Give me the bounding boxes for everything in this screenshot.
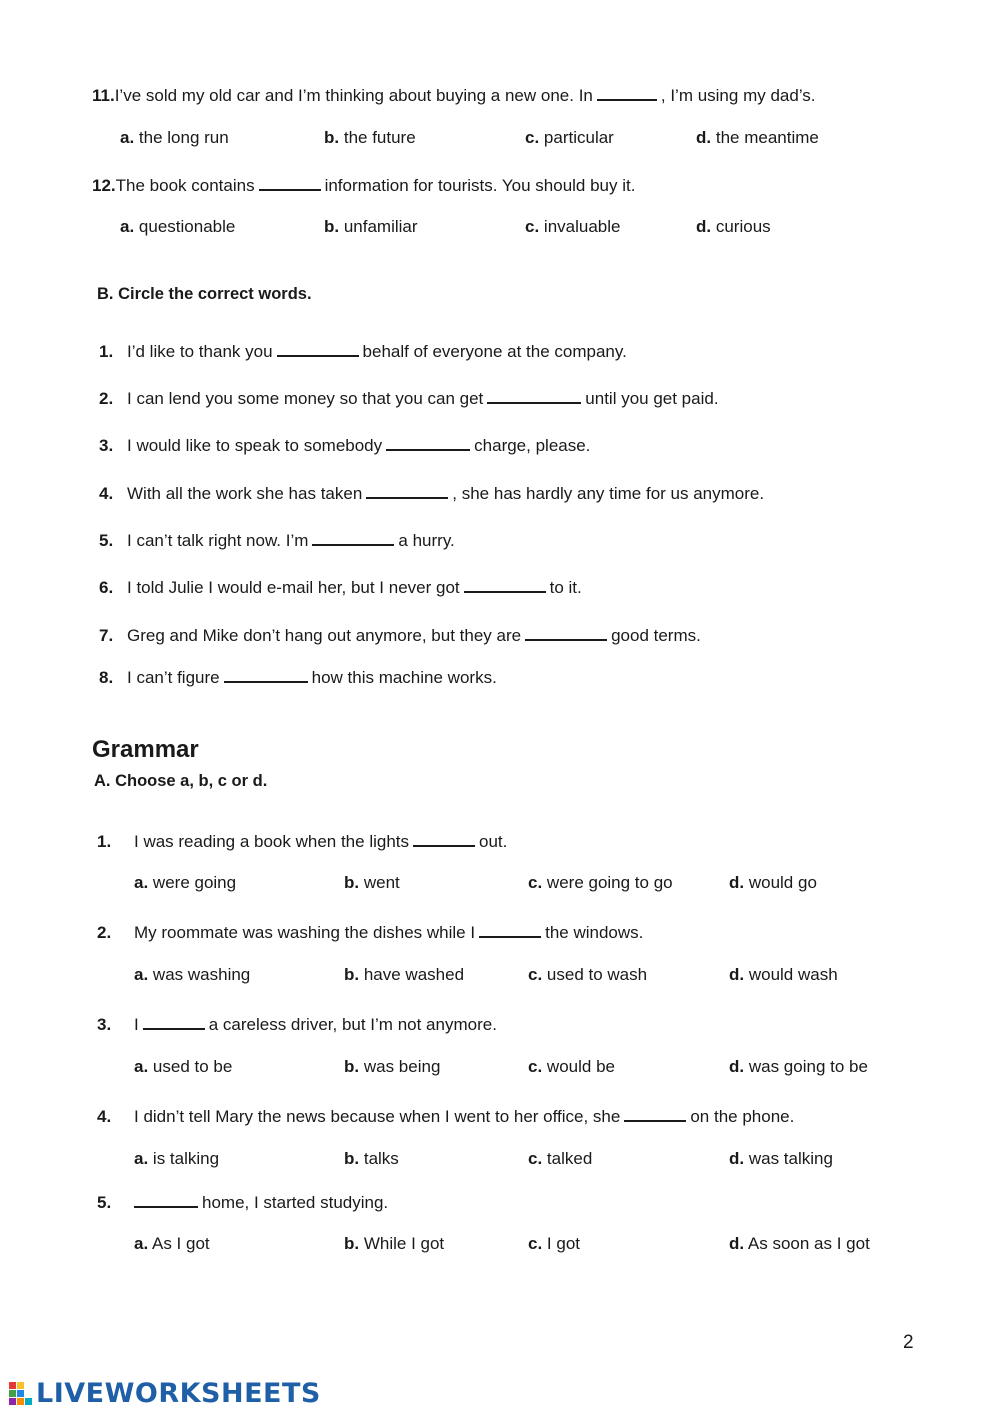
option-c[interactable]: c. talked bbox=[528, 1149, 593, 1168]
section-b-item: 4. With all the work she has taken , she has hardly any time for us anymore. bbox=[99, 484, 765, 503]
answer-blank[interactable] bbox=[597, 85, 657, 101]
option-c[interactable]: c. were going to go bbox=[528, 873, 673, 892]
option-c[interactable]: c. invaluable bbox=[525, 217, 621, 236]
option-b[interactable]: b. unfamiliar bbox=[324, 217, 418, 236]
liveworksheets-logo bbox=[8, 1378, 321, 1409]
question-number: 11. bbox=[92, 86, 115, 105]
question-12 bbox=[92, 175, 635, 196]
answer-blank[interactable] bbox=[413, 831, 475, 847]
option-a[interactable]: a. As I got bbox=[134, 1234, 210, 1253]
answer-blank[interactable] bbox=[312, 530, 394, 546]
option-b[interactable]: b. was being bbox=[344, 1057, 441, 1076]
answer-blank[interactable] bbox=[464, 577, 546, 593]
option-b[interactable]: b. went bbox=[344, 873, 400, 892]
option-a[interactable]: a. were going bbox=[134, 873, 237, 892]
section-b-item: 3. I would like to speak to somebody charge, please. bbox=[99, 436, 591, 455]
page-number: 2 bbox=[903, 1332, 914, 1353]
logo-blocks-icon bbox=[8, 1381, 34, 1407]
answer-blank[interactable] bbox=[277, 341, 359, 357]
option-d[interactable]: d. would wash bbox=[729, 965, 838, 984]
grammar-question: 2. My roommate was washing the dishes while I the windows. bbox=[97, 923, 644, 942]
question-11 bbox=[92, 85, 816, 106]
option-d[interactable]: d. was going to be bbox=[729, 1057, 868, 1076]
answer-blank[interactable] bbox=[224, 667, 308, 683]
question-text-after: information for tourists. You should buy it. bbox=[324, 176, 636, 195]
grammar-question: 3. I a careless driver, but I’m not anymore. bbox=[97, 1015, 497, 1034]
section-b-item: 2. I can lend you some money so that you can get until you get paid. bbox=[99, 389, 719, 408]
grammar-question: 5. home, I started studying. bbox=[97, 1193, 389, 1212]
answer-blank[interactable] bbox=[386, 435, 470, 451]
answer-blank[interactable] bbox=[624, 1106, 686, 1122]
option-c[interactable]: c. I got bbox=[528, 1234, 581, 1253]
section-b-item: 1. I’d like to thank you behalf of everyone at the company. bbox=[99, 342, 627, 361]
option-a[interactable]: a. is talking bbox=[134, 1149, 220, 1168]
section-b-heading: B. Circle the correct words. bbox=[97, 285, 312, 303]
option-d[interactable]: d. the meantime bbox=[696, 128, 819, 147]
option-b[interactable]: b. the future bbox=[324, 128, 416, 147]
option-a[interactable]: a. used to be bbox=[134, 1057, 233, 1076]
question-text-after: , I’m using my dad’s. bbox=[660, 86, 816, 105]
option-b[interactable]: b. While I got bbox=[344, 1234, 445, 1253]
grammar-question: 4. I didn’t tell Mary the news because when I went to her office, she on the phone. bbox=[97, 1107, 795, 1126]
answer-blank[interactable] bbox=[525, 625, 607, 641]
answer-blank[interactable] bbox=[134, 1192, 198, 1208]
answer-blank[interactable] bbox=[366, 483, 448, 499]
option-d[interactable]: d. As soon as I got bbox=[729, 1234, 870, 1253]
option-a[interactable]: a. questionable bbox=[120, 217, 236, 236]
grammar-heading: A. Choose a, b, c or d. bbox=[94, 772, 268, 790]
question-text-before: The book contains bbox=[115, 176, 255, 195]
option-c[interactable]: c. would be bbox=[528, 1057, 615, 1076]
answer-blank[interactable] bbox=[143, 1014, 205, 1030]
option-d[interactable]: d. would go bbox=[729, 873, 817, 892]
option-c[interactable]: c. used to wash bbox=[528, 965, 648, 984]
section-b-item: 5. I can’t talk right now. I’m a hurry. bbox=[99, 531, 455, 550]
question-number: 12. bbox=[92, 176, 116, 195]
option-b[interactable]: b. talks bbox=[344, 1149, 399, 1168]
grammar-title: Grammar bbox=[92, 736, 199, 763]
answer-blank[interactable] bbox=[479, 922, 541, 938]
section-b-item: 7. Greg and Mike don’t hang out anymore, but they are good terms. bbox=[99, 626, 701, 645]
question-text-before: I’ve sold my old car and I’m thinking about buying a new one. In bbox=[114, 86, 593, 105]
logo-text: LIVEWORKSHEETS bbox=[36, 1378, 321, 1409]
answer-blank[interactable] bbox=[487, 388, 581, 404]
answer-blank[interactable] bbox=[259, 175, 321, 191]
option-c[interactable]: c. particular bbox=[525, 128, 614, 147]
option-b[interactable]: b. have washed bbox=[344, 965, 465, 984]
option-d[interactable]: d. was talking bbox=[729, 1149, 833, 1168]
option-d[interactable]: d. curious bbox=[696, 217, 771, 236]
section-b-item: 8. I can’t figure how this machine works. bbox=[99, 668, 497, 687]
grammar-question: 1. I was reading a book when the lights out. bbox=[97, 832, 508, 851]
section-b-item: 6. I told Julie I would e-mail her, but I never got to it. bbox=[99, 578, 582, 597]
option-a[interactable]: a. was washing bbox=[134, 965, 251, 984]
option-a[interactable]: a. the long run bbox=[120, 128, 229, 147]
